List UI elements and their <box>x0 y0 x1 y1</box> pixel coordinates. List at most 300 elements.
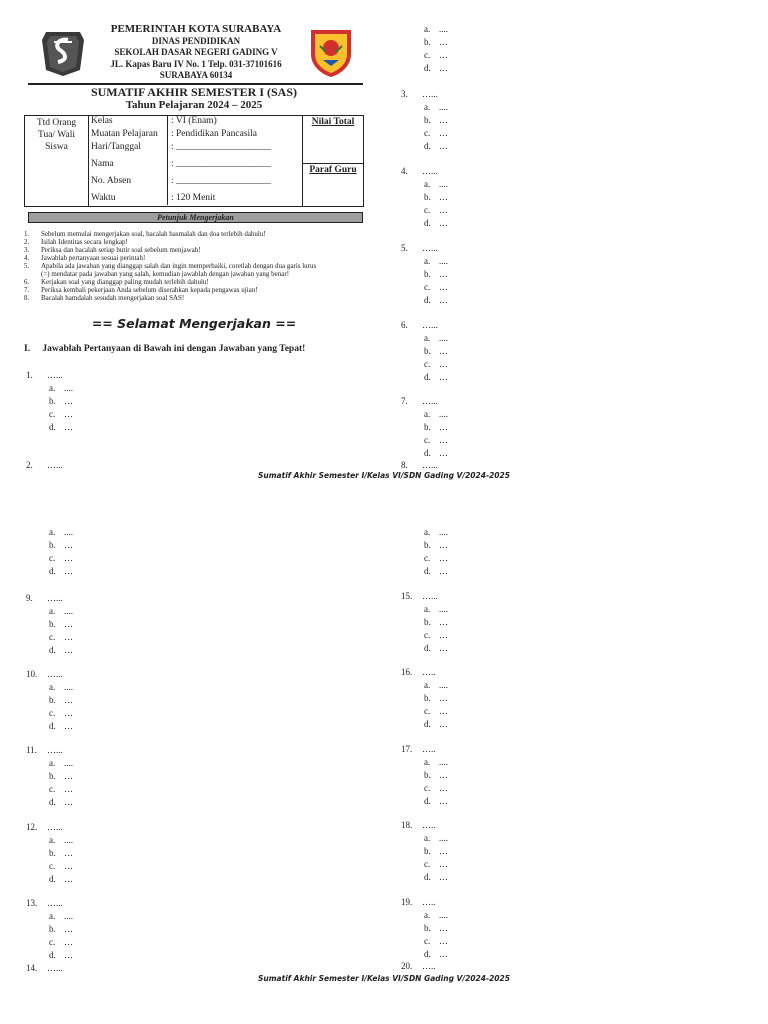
option-blank: … <box>439 783 448 793</box>
option-b <box>49 618 73 631</box>
option-letter: a. <box>49 682 56 692</box>
option-letter: c. <box>424 50 431 60</box>
option-letter: a. <box>424 910 431 920</box>
option-b <box>49 694 73 707</box>
instruction-number: 1. <box>24 230 30 238</box>
option-letter: c. <box>424 128 431 138</box>
option-blank: … <box>439 566 448 576</box>
option-blank: … <box>439 540 448 550</box>
option-blank: .... <box>64 527 73 537</box>
option-letter: d. <box>424 949 431 959</box>
option-a <box>424 408 448 421</box>
option-blank: … <box>439 923 448 933</box>
option-letter: d. <box>424 448 431 458</box>
header-gov: PEMERINTAH KOTA SURABAYA <box>110 23 282 35</box>
option-d <box>424 294 448 307</box>
option-blank: … <box>439 435 448 445</box>
option-blank: … <box>64 950 73 960</box>
option-blank: … <box>64 619 73 629</box>
option-blank: … <box>439 949 448 959</box>
option-c <box>49 707 73 720</box>
option-c <box>49 631 73 644</box>
option-letter: a. <box>424 102 431 112</box>
exam-title: SUMATIF AKHIR SEMESTER I (SAS) <box>90 85 298 99</box>
option-blank: … <box>439 846 448 856</box>
instruction-text: (=) mendatar pada jawaban yang salah, kemudian jawablah dengan jawaban yang benar! <box>41 270 290 278</box>
option-b <box>424 769 448 782</box>
option-c <box>49 783 73 796</box>
instruction-text: Kerjakan soal yang dianggap paling mudah terlebih dahulu! <box>41 278 209 286</box>
option-letter: a. <box>424 333 431 343</box>
option-blank: .... <box>64 911 73 921</box>
question-text: ….. <box>422 820 436 830</box>
option-blank: .... <box>64 682 73 692</box>
option-letter: c. <box>424 435 431 445</box>
question-text: …... <box>422 243 438 253</box>
option-blank: … <box>439 63 448 73</box>
option-c <box>424 49 448 62</box>
option-blank: … <box>439 269 448 279</box>
footer-page1: Sumatif Akhir Semester I/Kelas VI/SDN Gading V/2024-2025 <box>258 471 510 480</box>
option-letter: a. <box>49 383 56 393</box>
option-letter: b. <box>49 848 56 858</box>
option-c <box>424 127 448 140</box>
question-number: 19. <box>401 897 413 907</box>
question-text: …... <box>47 963 63 973</box>
option-letter: c. <box>49 409 56 419</box>
option-blank: … <box>439 630 448 640</box>
option-c <box>424 281 448 294</box>
greeting: == Selamat Mengerjakan == <box>91 316 297 331</box>
option-b <box>424 421 448 434</box>
option-blank: … <box>64 784 73 794</box>
option-c <box>49 936 73 949</box>
question-text: …... <box>47 669 63 679</box>
option-blank: … <box>64 422 73 432</box>
question-number: 5. <box>401 243 408 253</box>
option-letter: a. <box>424 604 431 614</box>
option-c <box>49 408 73 421</box>
option-a <box>424 332 448 345</box>
option-blank: … <box>64 540 73 550</box>
nilai-total-label: Nilai Total <box>311 117 355 127</box>
option-a <box>424 178 448 191</box>
option-d <box>424 565 448 578</box>
option-letter: c. <box>424 553 431 563</box>
header-address: JL. Kapas Baru IV No. 1 Telp. 031-37101616 <box>110 59 282 69</box>
option-blank: … <box>64 566 73 576</box>
option-b <box>424 114 448 127</box>
option-letter: c. <box>424 859 431 869</box>
option-letter: a. <box>424 527 431 537</box>
option-d <box>49 720 73 733</box>
option-b <box>424 191 448 204</box>
option-blank: … <box>64 409 73 419</box>
exam-year: Tahun Pelajaran 2024 – 2025 <box>125 99 263 111</box>
option-letter: c. <box>424 630 431 640</box>
identity-label: Hari/Tanggal <box>91 142 141 152</box>
option-letter: a. <box>424 833 431 843</box>
option-blank: .... <box>439 409 448 419</box>
instructions-bar <box>28 212 363 223</box>
instruction-number: 8. <box>24 294 30 302</box>
option-letter: b. <box>49 396 56 406</box>
option-letter: b. <box>424 923 431 933</box>
option-letter: a. <box>49 911 56 921</box>
question-number: 1. <box>26 370 33 380</box>
option-blank: .... <box>439 24 448 34</box>
option-blank: .... <box>439 604 448 614</box>
option-blank: .... <box>439 102 448 112</box>
option-blank: .... <box>64 606 73 616</box>
option-blank: … <box>439 719 448 729</box>
option-blank: … <box>64 797 73 807</box>
option-a <box>49 910 73 923</box>
option-letter: d. <box>424 372 431 382</box>
identity-label: Muatan Pelajaran <box>91 129 158 139</box>
identity-value: : Pendidikan Pancasila <box>171 129 258 139</box>
instruction-number: 5. <box>24 262 30 270</box>
option-d <box>424 795 448 808</box>
question-text: ….. <box>422 744 436 754</box>
option-letter: b. <box>424 346 431 356</box>
option-blank: .... <box>64 835 73 845</box>
section-heading <box>24 344 305 354</box>
option-d <box>424 718 448 731</box>
option-blank: … <box>439 553 448 563</box>
option-letter: a. <box>49 758 56 768</box>
option-blank: … <box>439 37 448 47</box>
option-a <box>424 909 448 922</box>
identity-value: : ____________________ <box>171 176 272 186</box>
option-blank: … <box>439 936 448 946</box>
option-a <box>424 526 448 539</box>
option-letter: b. <box>424 540 431 550</box>
option-letter: d. <box>424 218 431 228</box>
option-letter: b. <box>49 924 56 934</box>
option-a <box>49 681 73 694</box>
question-number: 7. <box>401 396 408 406</box>
identity-column-divider <box>167 115 168 205</box>
option-letter: d. <box>49 645 56 655</box>
question-number: 6. <box>401 320 408 330</box>
question-number: 13. <box>26 898 38 908</box>
option-letter: a. <box>49 606 56 616</box>
option-letter: b. <box>424 115 431 125</box>
option-c <box>49 552 73 565</box>
option-letter: a. <box>49 527 56 537</box>
option-letter: b. <box>49 540 56 550</box>
option-d <box>49 949 73 962</box>
option-blank: … <box>439 372 448 382</box>
option-letter: a. <box>424 256 431 266</box>
question-text: …... <box>47 370 63 380</box>
question-text: …... <box>422 591 438 601</box>
question-text: …... <box>422 396 438 406</box>
option-blank: .... <box>439 833 448 843</box>
question-number: 14. <box>26 963 38 973</box>
option-letter: c. <box>49 937 56 947</box>
option-letter: b. <box>49 771 56 781</box>
option-letter: b. <box>49 619 56 629</box>
instruction-text: Apabila ada jawaban yang dianggap salah dan ingin memperbaiki, coretlah dengan dua garis lurus <box>41 262 317 270</box>
option-letter: a. <box>424 409 431 419</box>
option-a <box>424 101 448 114</box>
option-d <box>424 62 448 75</box>
question-text: ….. <box>422 897 436 907</box>
option-blank: … <box>64 721 73 731</box>
option-blank: … <box>439 770 448 780</box>
option-d <box>424 642 448 655</box>
option-letter: d. <box>424 295 431 305</box>
option-c <box>424 705 448 718</box>
option-blank: … <box>439 706 448 716</box>
instruction-text: Bacalah hamdalah sesudah mengerjakan soal SAS! <box>41 294 185 302</box>
option-blank: … <box>64 924 73 934</box>
option-d <box>49 873 73 886</box>
option-letter: d. <box>424 63 431 73</box>
section-title: Jawablah Pertanyaan di Bawah ini dengan Jawaban yang Tepat! <box>42 344 306 354</box>
footer-page2: Sumatif Akhir Semester I/Kelas VI/SDN Gading V/2024-2025 <box>258 974 510 983</box>
header-school: SEKOLAH DASAR NEGERI GADING V <box>114 47 278 57</box>
option-d <box>49 796 73 809</box>
option-letter: c. <box>424 706 431 716</box>
instruction-text: Jawablah pertanyaan sesuai perintah! <box>41 254 146 262</box>
option-d <box>424 371 448 384</box>
option-a <box>424 679 448 692</box>
option-d <box>49 565 73 578</box>
option-letter: b. <box>424 269 431 279</box>
option-blank: … <box>64 861 73 871</box>
instruction-text: Periksa kembali pekerjaan Anda sebelum diserahkan kepada pengawas ujian! <box>41 286 258 294</box>
option-blank: … <box>64 632 73 642</box>
option-d <box>424 217 448 230</box>
option-blank: … <box>64 396 73 406</box>
option-a <box>49 834 73 847</box>
option-blank: … <box>439 796 448 806</box>
option-blank: … <box>439 859 448 869</box>
question-number: 20. <box>401 961 413 971</box>
option-b <box>424 539 448 552</box>
option-blank: … <box>439 115 448 125</box>
question-number: 17. <box>401 744 413 754</box>
instruction-number: 3. <box>24 246 30 254</box>
option-d <box>424 140 448 153</box>
paraf-guru-label: Paraf Guru <box>309 165 357 175</box>
option-blank: … <box>439 422 448 432</box>
option-letter: b. <box>49 695 56 705</box>
option-letter: d. <box>49 797 56 807</box>
option-blank: … <box>439 617 448 627</box>
option-c <box>424 204 448 217</box>
option-blank: … <box>439 295 448 305</box>
option-letter: c. <box>424 936 431 946</box>
option-blank: … <box>64 874 73 884</box>
question-text: ….. <box>422 667 436 677</box>
option-c <box>49 860 73 873</box>
option-b <box>424 922 448 935</box>
option-letter: c. <box>49 861 56 871</box>
identity-value: : ____________________ <box>171 142 272 152</box>
question-number: 18. <box>401 820 413 830</box>
question-text: …... <box>422 320 438 330</box>
option-d <box>49 644 73 657</box>
instruction-number: 6. <box>24 278 30 286</box>
option-blank: .... <box>439 910 448 920</box>
option-letter: c. <box>49 784 56 794</box>
option-b <box>49 847 73 860</box>
header-city: SURABAYA 60134 <box>159 70 233 80</box>
identity-table <box>24 115 364 207</box>
option-blank: … <box>64 553 73 563</box>
option-b <box>424 616 448 629</box>
question-number: 12. <box>26 822 38 832</box>
identity-label: Nama <box>91 159 114 169</box>
question-number: 2. <box>26 460 33 470</box>
option-letter: d. <box>424 566 431 576</box>
option-blank: … <box>439 218 448 228</box>
question-number: 8. <box>401 460 408 470</box>
question-text: …... <box>422 460 438 470</box>
option-a <box>424 756 448 769</box>
option-b <box>49 770 73 783</box>
option-blank: … <box>439 282 448 292</box>
option-b <box>424 345 448 358</box>
question-number: 10. <box>26 669 38 679</box>
option-c <box>424 434 448 447</box>
option-letter: a. <box>49 835 56 845</box>
question-text: …... <box>47 898 63 908</box>
option-c <box>424 358 448 371</box>
question-text: …... <box>422 89 438 99</box>
option-letter: c. <box>49 708 56 718</box>
option-c <box>424 629 448 642</box>
option-blank: … <box>439 448 448 458</box>
option-blank: … <box>439 346 448 356</box>
identity-value: : 120 Menit <box>171 193 216 203</box>
option-blank: … <box>439 643 448 653</box>
option-a <box>424 832 448 845</box>
option-c <box>424 935 448 948</box>
option-b <box>424 36 448 49</box>
option-letter: d. <box>49 950 56 960</box>
option-blank: .... <box>439 527 448 537</box>
identity-value: : ____________________ <box>171 159 272 169</box>
option-letter: b. <box>424 770 431 780</box>
option-b <box>424 692 448 705</box>
option-letter: d. <box>49 874 56 884</box>
option-blank: .... <box>439 333 448 343</box>
option-a <box>424 603 448 616</box>
option-b <box>49 395 73 408</box>
option-blank: … <box>64 848 73 858</box>
instructions-title: Petunjuk Mengerjakan <box>157 213 234 222</box>
question-text: …... <box>47 460 63 470</box>
option-d <box>424 871 448 884</box>
option-a <box>424 23 448 36</box>
option-letter: a. <box>424 179 431 189</box>
signature-label: Ttd Orang Tua/ Wali Siswa <box>36 118 77 152</box>
option-d <box>49 421 73 434</box>
option-blank: … <box>439 141 448 151</box>
option-blank: … <box>439 50 448 60</box>
question-text: …... <box>422 166 438 176</box>
option-c <box>424 858 448 871</box>
option-blank: … <box>439 872 448 882</box>
option-blank: .... <box>439 757 448 767</box>
option-blank: … <box>439 128 448 138</box>
option-letter: c. <box>49 553 56 563</box>
option-b <box>49 539 73 552</box>
option-letter: d. <box>424 141 431 151</box>
option-blank: .... <box>439 179 448 189</box>
option-blank: … <box>439 359 448 369</box>
option-letter: d. <box>49 721 56 731</box>
option-b <box>49 923 73 936</box>
option-letter: d. <box>49 566 56 576</box>
option-letter: a. <box>424 24 431 34</box>
identity-value: : VI (Enam) <box>171 116 217 126</box>
option-letter: c. <box>49 632 56 642</box>
option-letter: d. <box>424 719 431 729</box>
section-roman: I. <box>24 344 31 354</box>
identity-label: Kelas <box>91 116 113 126</box>
option-blank: .... <box>64 758 73 768</box>
option-blank: … <box>64 645 73 655</box>
city-emblem-logo <box>40 26 86 76</box>
option-a <box>49 605 73 618</box>
option-letter: c. <box>424 783 431 793</box>
question-number: 11. <box>26 745 37 755</box>
instruction-number: 4. <box>24 254 30 262</box>
option-letter: c. <box>424 359 431 369</box>
option-letter: d. <box>49 422 56 432</box>
option-a <box>424 255 448 268</box>
option-a <box>49 382 73 395</box>
option-b <box>424 845 448 858</box>
option-letter: b. <box>424 846 431 856</box>
option-blank: … <box>64 695 73 705</box>
question-number: 4. <box>401 166 408 176</box>
instruction-text: Periksa dan bacalah setiap butir soal sebelum menjawab! <box>41 246 201 254</box>
option-blank: .... <box>439 680 448 690</box>
option-letter: c. <box>424 205 431 215</box>
header-dept: DINAS PENDIDIKAN <box>151 36 241 46</box>
question-text: ….. <box>422 961 436 971</box>
option-letter: b. <box>424 37 431 47</box>
question-text: …... <box>47 822 63 832</box>
option-letter: b. <box>424 693 431 703</box>
option-blank: … <box>439 693 448 703</box>
option-letter: d. <box>424 643 431 653</box>
question-number: 9. <box>26 593 33 603</box>
option-blank: .... <box>64 383 73 393</box>
option-letter: d. <box>424 872 431 882</box>
option-letter: b. <box>424 192 431 202</box>
option-blank: … <box>439 205 448 215</box>
option-letter: d. <box>424 796 431 806</box>
option-c <box>424 782 448 795</box>
instruction-number: 7. <box>24 286 30 294</box>
option-blank: … <box>64 708 73 718</box>
identity-label: No. Absen <box>91 176 132 186</box>
question-number: 16. <box>401 667 413 677</box>
option-b <box>424 268 448 281</box>
instruction-number: 2. <box>24 238 30 246</box>
instruction-text: Isilah Identitas secara lengkap! <box>41 238 128 246</box>
question-text: …... <box>47 745 63 755</box>
option-letter: a. <box>424 757 431 767</box>
